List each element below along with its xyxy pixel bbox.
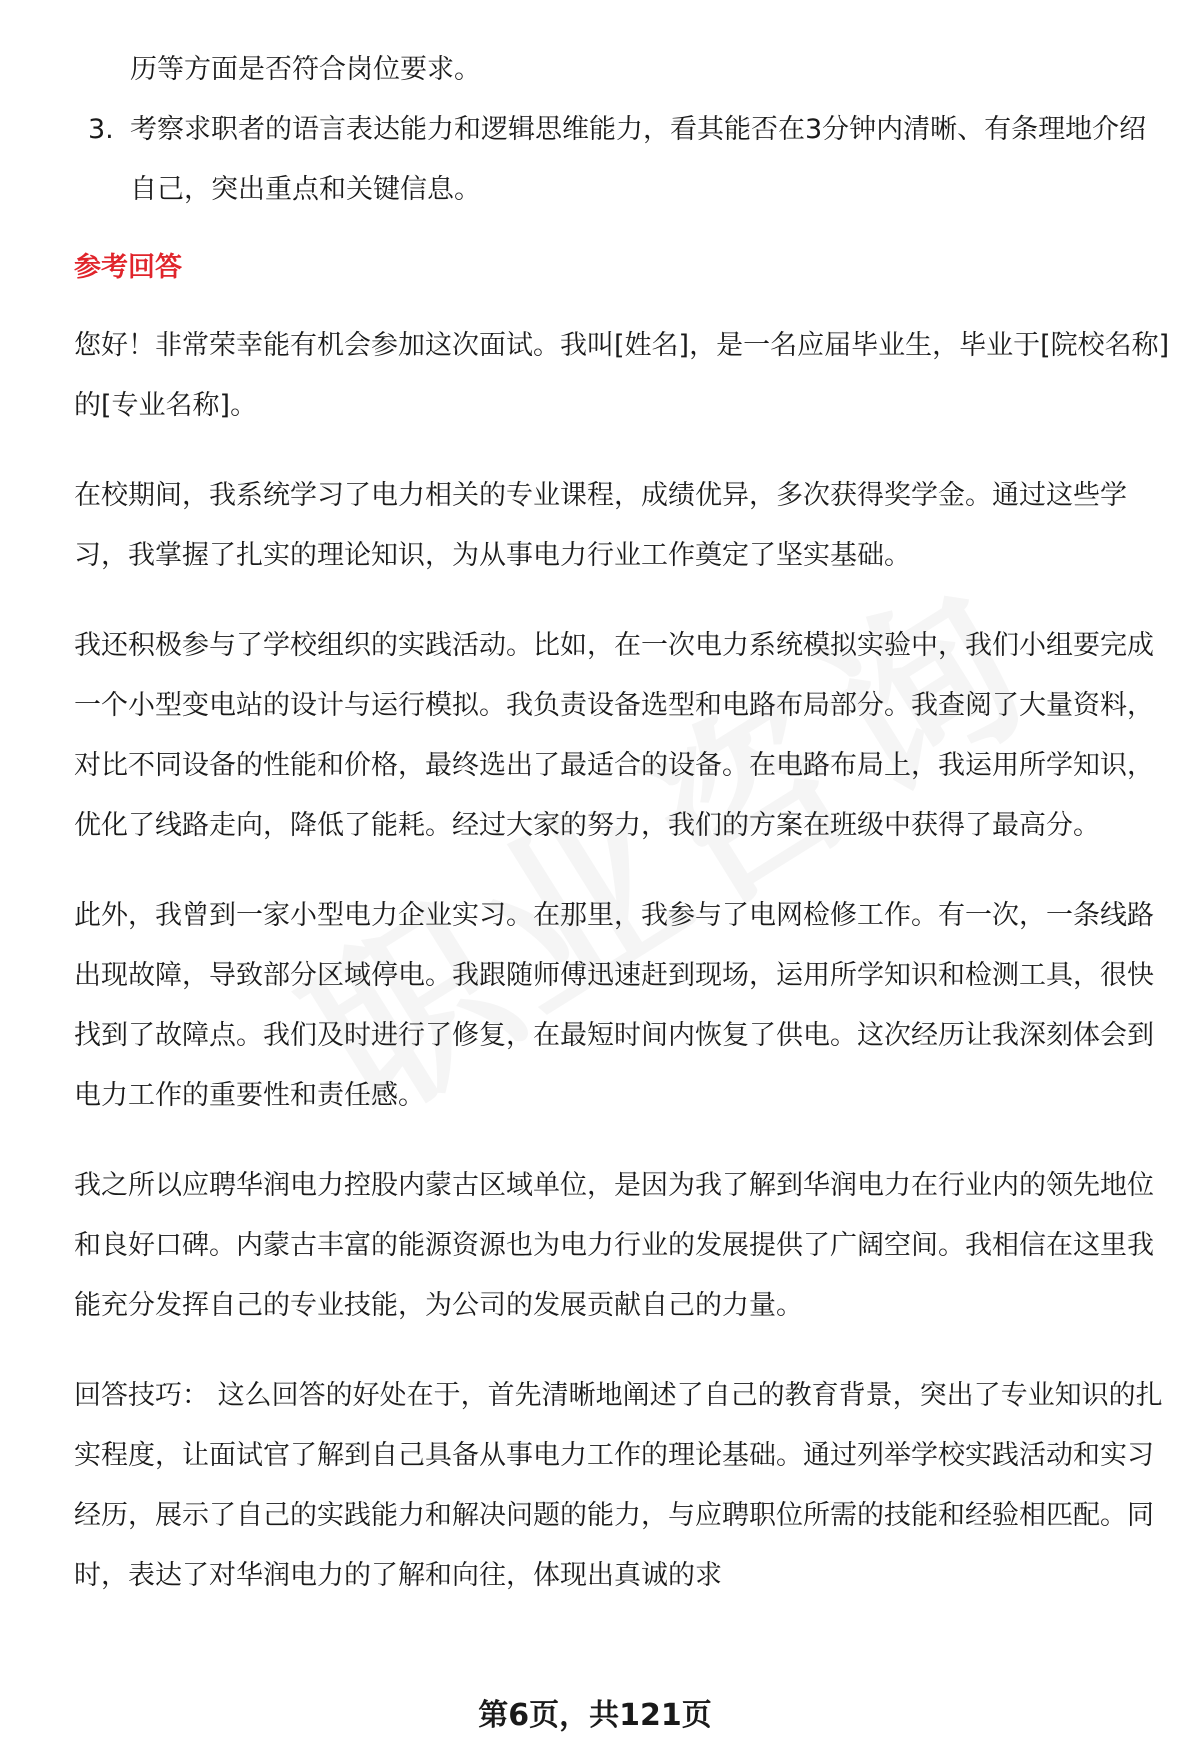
paragraph-intro: 您好！非常荣幸能有机会参加这次面试。我叫[姓名]，是一名应届毕业生，毕业于[院校名称]的[专业名称]。 xyxy=(74,330,1170,421)
paragraph-tips: 回答技巧： 这么回答的好处在于，首先清晰地阐述了自己的教育背景，突出了专业知识的扎实程度，让面试官了解到自己具备从事电力工作的理论基础。通过列举学校实践活动和实习经历，展示了自己的实践能力和解决问题的能力，与应聘职位所需的技能和经验相匹配。同时，表达了对华润电力的了解和向往，体现出真诚的求 xyxy=(74,1380,1163,1591)
section-heading: 参考回答 xyxy=(74,252,182,283)
paragraph-motivation: 我之所以应聘华润电力控股内蒙古区域单位，是因为我了解到华润电力在行业内的领先地位和良好口碑。内蒙古丰富的能源资源也为电力行业的发展提供了广阔空间。我相信在这里我能充分发挥自己的专业技能，为公司的发展贡献自己的力量。 xyxy=(74,1170,1154,1321)
list-item xyxy=(74,100,1174,220)
paragraph-education: 在校期间，我系统学习了电力相关的专业课程，成绩优异，多次获得奖学金。通过这些学习，我掌握了扎实的理论知识，为从事电力行业工作奠定了坚实基础。 xyxy=(74,480,1127,571)
list-text: 考察求职者的语言表达能力和逻辑思维能力，看其能否在3分钟内清晰、有条理地介绍自己，突出重点和关键信息。 xyxy=(130,114,1147,205)
page-number-footer: 第6页，共121页 xyxy=(478,1698,712,1733)
paragraph-practice: 我还积极参与了学校组织的实践活动。比如，在一次电力系统模拟实验中，我们小组要完成一个小型变电站的设计与运行模拟。我负责设备选型和电路布局部分。我查阅了大量资料，对比不同设备的性能和价格，最终选出了最适合的设备。在电路布局上，我运用所学知识，优化了线路走向，降低了能耗。经过大家的努力，我们的方案在班级中获得了最高分。 xyxy=(74,630,1154,841)
list-item-continuation: 历等方面是否符合岗位要求。 xyxy=(130,54,481,85)
paragraph-internship: 此外，我曾到一家小型电力企业实习。在那里，我参与了电网检修工作。有一次，一条线路出现故障，导致部分区域停电。我跟随师傅迅速赶到现场，运用所学知识和检测工具，很快找到了故障点。我们及时进行了修复，在最短时间内恢复了供电。这次经历让我深刻体会到电力工作的重要性和责任感。 xyxy=(74,900,1154,1111)
page-content xyxy=(74,40,1174,1606)
list-number: 3. xyxy=(88,114,114,145)
